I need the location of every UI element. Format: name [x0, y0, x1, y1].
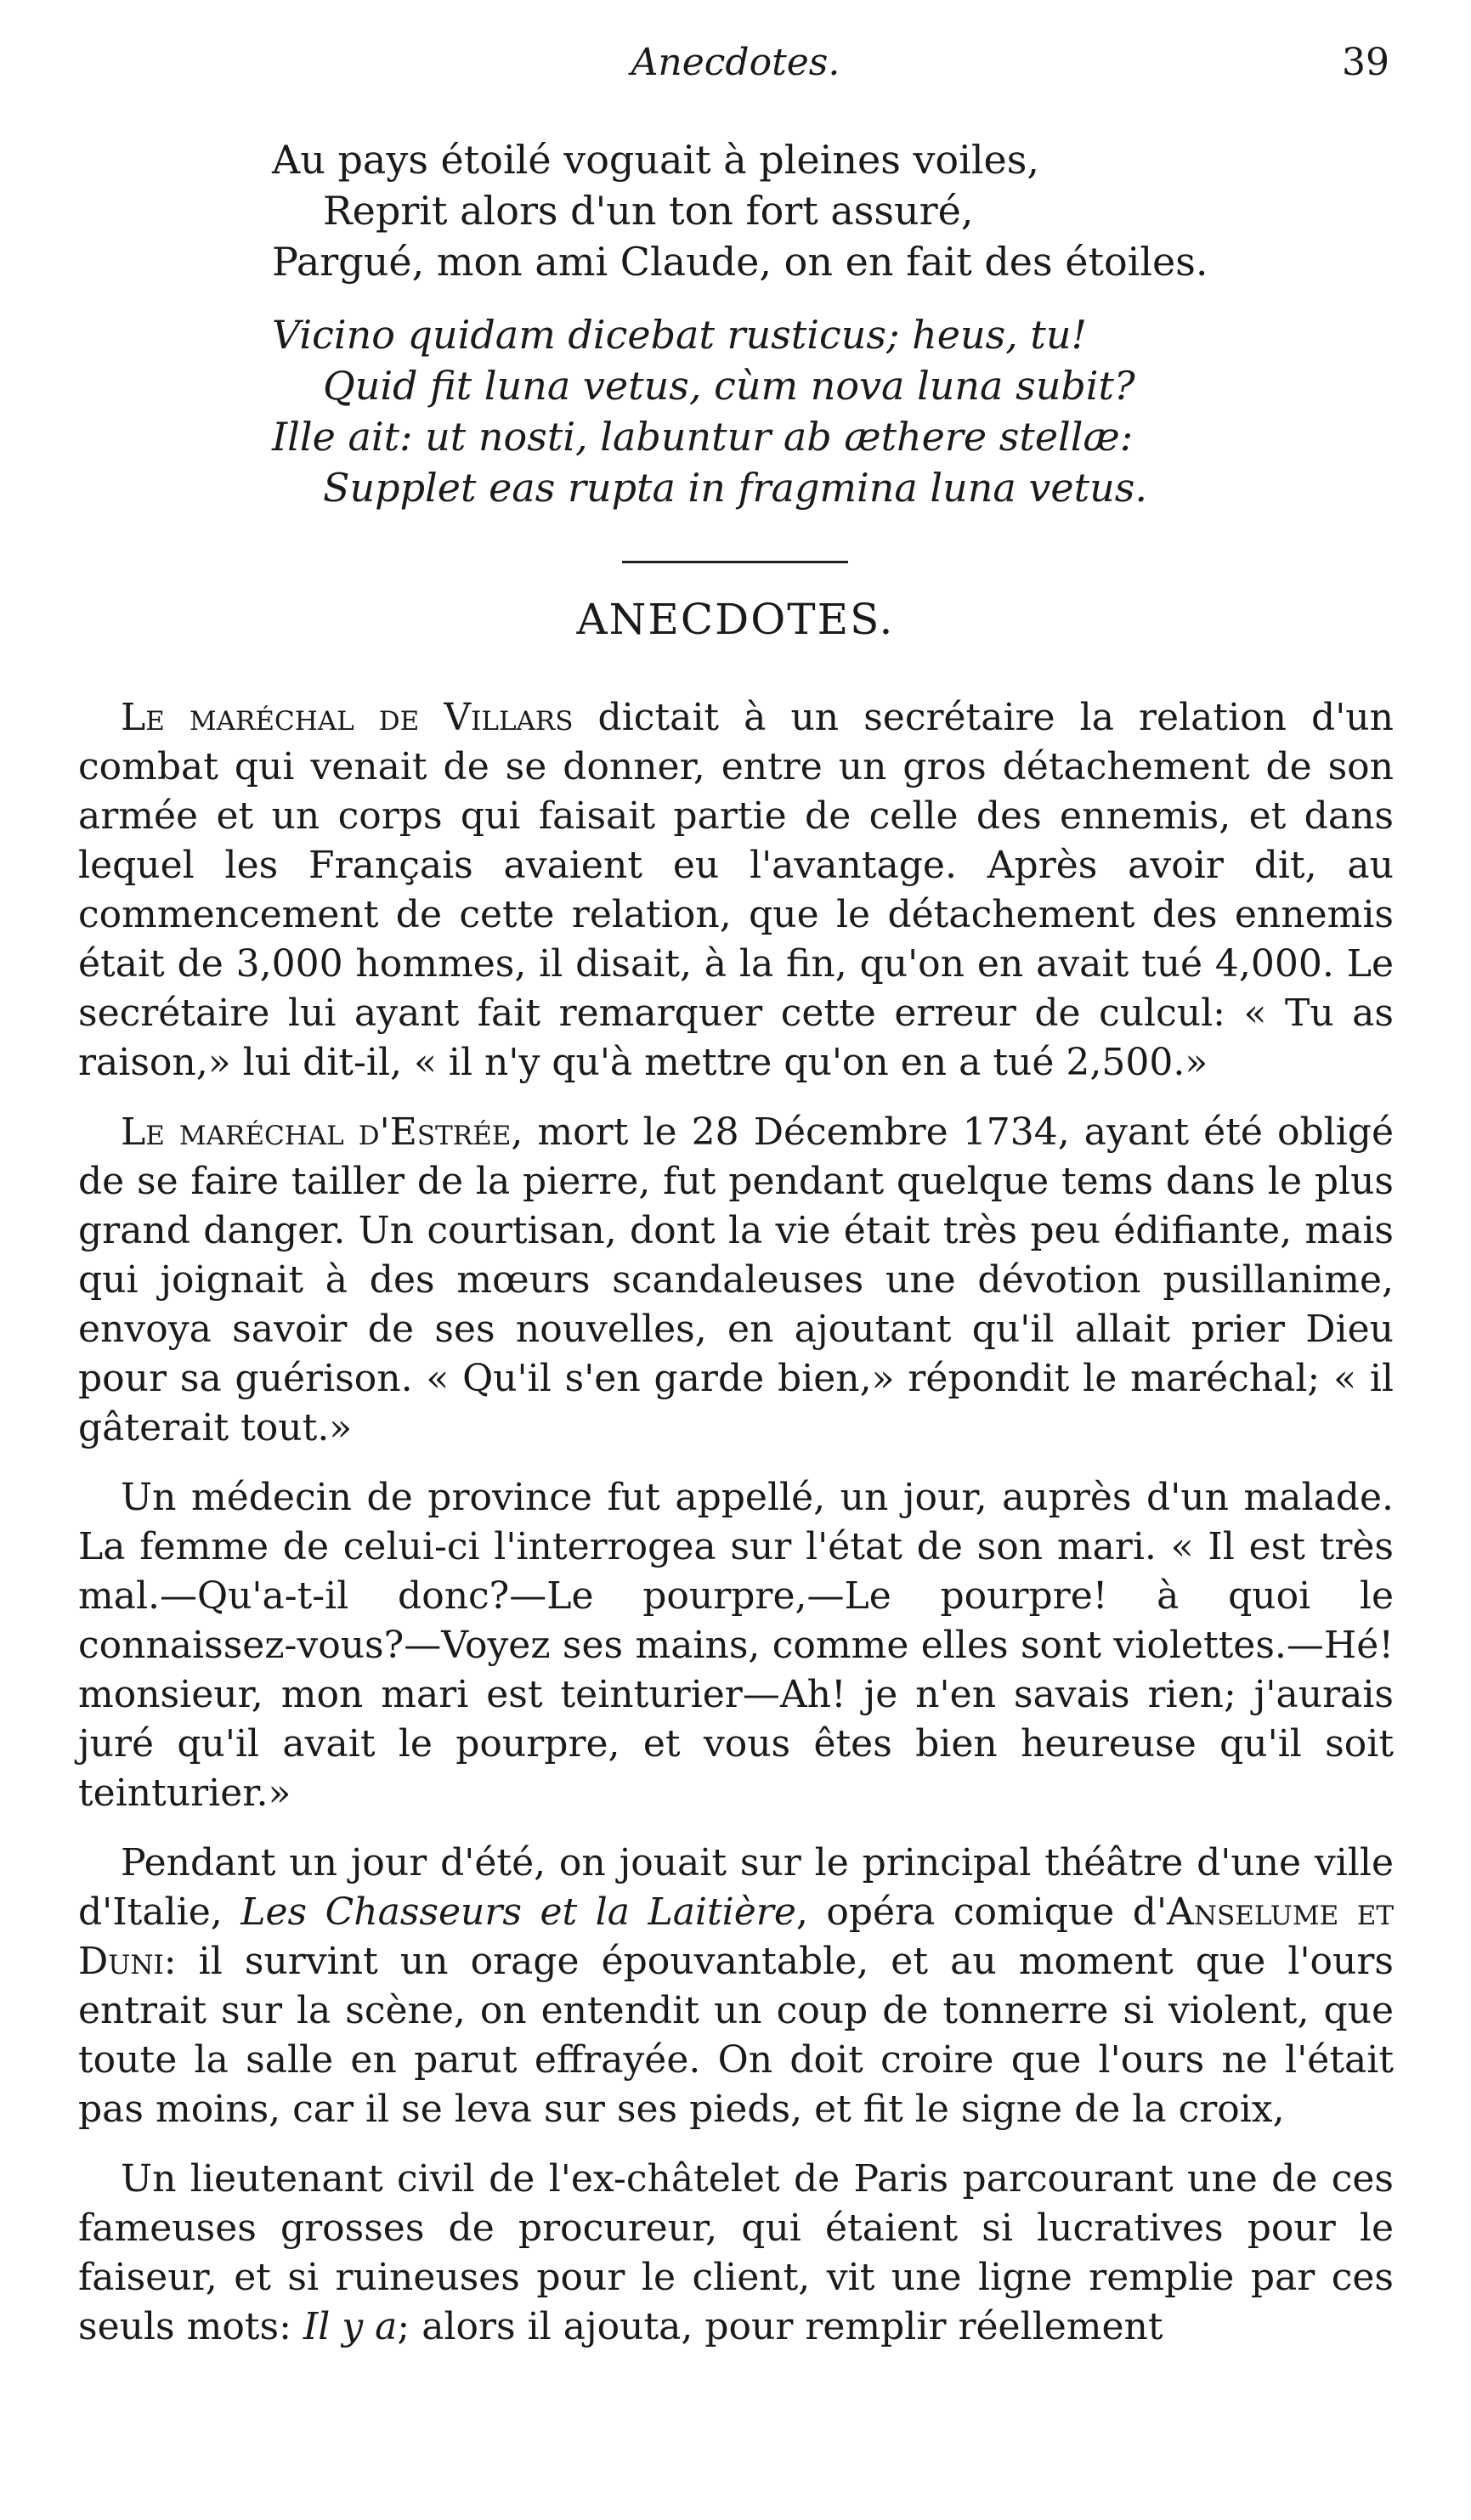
anecdote-text: : il survint un orage épouvantable, et au moment que l'ours entrait sur la scène, on entendit un coup de tonnerre si violent, que toute la salle en parut effrayée. On doit croire que l'ours ne l'était pas moins, car il se leva sur ses pieds, et fit le signe de la croix, — [78, 1940, 1394, 2131]
verse-line: Quid fit luna vetus, cùm nova luna subit? — [323, 363, 1135, 409]
anecdote-text: Un médecin de province fut appellé, un jour, auprès d'un malade. La femme de celui-ci l'interrogea sur l'état de son mari. « Il est très mal.—Qu'a-t-il donc?—Le pourpre,—Le pourpre! à quoi le connaissez-vous?—Voyez ses mains, comme elles sont violettes.—Hé! monsieur, mon mari est teinturier—Ah! je n'en savais rien; j'aurais juré qu'il avait le pourpre, et vous êtes bien heureuse qu'il soit teinturier.» — [78, 1476, 1394, 1815]
page-number: 39 — [1342, 41, 1389, 84]
anecdote-text: Un lieutenant civil de l'ex-châtelet de Paris parcourant une de ces fameuses grosses de procureur, qui étaient si lucratives pour le faiseur, et si ruineuses pour le client, vit une ligne remplie par ces seuls mots: — [78, 2157, 1394, 2348]
opera-authors: Anselume et Duni — [78, 1890, 1395, 1983]
section-divider — [622, 561, 848, 563]
verse-line: Reprit alors d'un ton fort assuré, — [323, 188, 974, 234]
french-verse — [272, 134, 1208, 287]
verse-line: Au pays étoilé voguait à pleines voiles, — [272, 137, 1039, 183]
latin-verse — [272, 309, 1147, 513]
verse-line: Vicino quidam dicebat rusticus; heus, tu! — [272, 312, 1088, 358]
anecdote-paragraph — [78, 1839, 1394, 2134]
anecdote-paragraph — [78, 693, 1394, 1088]
anecdote-text: dictait à un secrétaire la relation d'un combat qui venait de se donner, entre un gros détachement de son armée et un corps qui faisait partie de celle des ennemis, et dans lequel les Français avaient eu l'avantage. Après avoir dit, au commencement de cette relation, que le détachement des ennemis était de 3,000 hommes, il disait, à la fin, qu'on en avait tué 4,000. Le secrétaire lui ayant fait remarquer cette erreur de culcul: « Tu as raison,» lui dit-il, « il n'y qu'à mettre qu'on en a tué 2,500.» — [78, 696, 1394, 1084]
running-head — [0, 41, 1471, 92]
anecdote-text: ; alors il ajouta, pour remplir réellement — [397, 2305, 1163, 2348]
anecdote-paragraph — [78, 2155, 1394, 2352]
quoted-phrase: Il y a — [303, 2305, 398, 2348]
anecdotes-body — [78, 693, 1394, 2372]
anecdote-paragraph — [78, 1108, 1394, 1453]
section-title: ANECDOTES. — [576, 595, 895, 644]
opera-title: Les Chasseurs et la Laitière — [240, 1890, 796, 1934]
anecdote-text: mort le 28 Décembre 1734, ayant été obligé de se faire tailler de la pierre, fut pendant quelque tems dans le plus grand danger. Un courtisan, dont la vie était très peu édifiante, mais qui joignait à des mœurs scandaleuses une dévotion pusillanime, envoya savoir de ses nouvelles, en ajoutant qu'il allait prier Dieu pour sa guérison. « Qu'il s'en garde bien,» répondit le maréchal; « il gâterait tout.» — [78, 1110, 1395, 1449]
anecdote-lead: Le maréchal de Villars — [121, 696, 574, 739]
anecdote-text: , opéra comique d' — [795, 1890, 1168, 1934]
verse-line: Ille ait: ut nosti, labuntur ab æthere stellæ: — [272, 414, 1134, 460]
anecdote-paragraph — [78, 1473, 1394, 1818]
running-head-title: Anecdotes. — [631, 41, 840, 84]
anecdote-lead: Le maréchal d'Estrée, — [121, 1110, 523, 1154]
anecdote-text: Pendant un jour d'été, on jouait sur le principal théâtre d'une ville d'Italie, — [78, 1841, 1394, 1934]
verse-line: Pargué, mon ami Claude, on en fait des étoiles. — [272, 239, 1208, 285]
verse-line: Supplet eas rupta in fragmina luna vetus. — [323, 465, 1147, 511]
